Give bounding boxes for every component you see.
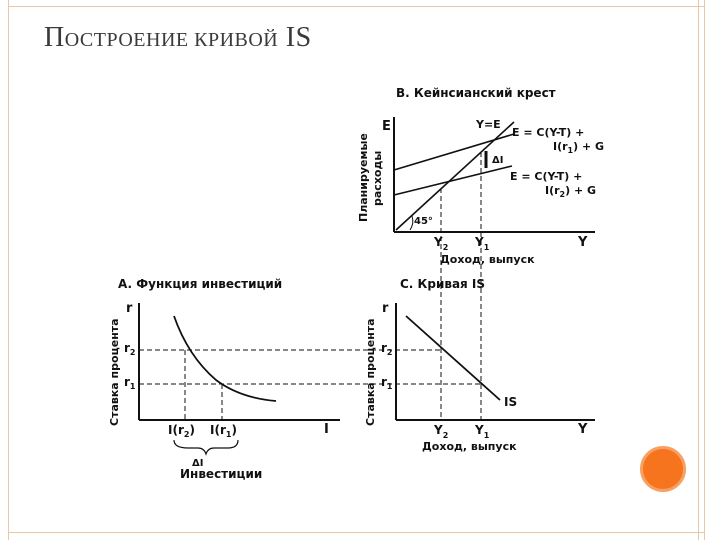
panel-c-is-curve <box>364 277 595 453</box>
panel-c-r2-label <box>381 341 393 357</box>
panel-c-y2-label <box>433 423 448 440</box>
panel-c-x-axis-var: Y <box>578 422 588 437</box>
panel-a-ir2: I(r <box>168 423 184 437</box>
panel-c-y2: Y <box>434 423 443 437</box>
panel-b-upper-line-sub: 1 <box>567 146 574 155</box>
panel-b-y1: Y <box>475 235 484 249</box>
slide-title-initial: П <box>44 22 65 53</box>
panel-b-shift-label: ΔI <box>492 155 504 166</box>
panel-a-y-axis-var: r <box>126 301 133 316</box>
panel-a-ir1-label <box>210 423 237 439</box>
panel-c-y-axis-var: r <box>382 301 389 316</box>
panel-c-r2-sub: 2 <box>386 348 393 357</box>
panel-b-upper-line-label-2 <box>553 140 604 155</box>
panel-c-x-axis-label: Доход, выпуск <box>422 440 517 453</box>
panel-a-y-axis-label: Ставка процента <box>108 318 121 426</box>
panel-c-r1: r <box>381 375 387 389</box>
panel-a-ir2-paren: ) <box>189 423 195 437</box>
panel-c-y1-label <box>474 423 490 440</box>
panel-a-ir2-sub: 2 <box>183 430 190 439</box>
panel-a-delta-brace <box>174 440 238 454</box>
panel-b-lower-line-label-2 <box>545 184 596 199</box>
panel-b-heading: B. Кейнсианский крест <box>396 86 556 100</box>
panel-b-y2: Y <box>434 235 443 249</box>
panel-a-ir1-paren: ) <box>231 423 237 437</box>
panel-b-y1-label <box>474 235 490 252</box>
panel-a-investment-curve <box>174 316 276 401</box>
panel-c-r2: r <box>381 341 387 355</box>
panel-a-r2: r <box>124 341 130 355</box>
panel-a-r2-sub: 2 <box>129 348 136 357</box>
panel-c-heading: C. Кривая IS <box>400 277 486 291</box>
panel-b-y2-label <box>433 235 448 252</box>
panel-b-45-degree-line <box>396 122 514 230</box>
panel-a-heading: A. Функция инвестиций <box>118 277 283 291</box>
panel-a-investment-function <box>108 277 340 481</box>
panel-a-x-axis-label: Инвестиции <box>180 467 263 481</box>
panel-b-y2-sub: 2 <box>442 243 449 252</box>
slide-title-smallcaps: ОСТРОЕНИЕ КРИВОЙ <box>64 29 279 51</box>
panel-b-angle-arc <box>410 216 413 230</box>
panel-a-x-axis-var: I <box>324 422 329 437</box>
panel-a-r1: r <box>124 375 130 389</box>
panel-b-y-axis-var: E <box>382 119 391 134</box>
panel-b-upper-line-label-2a: I(r <box>553 140 568 153</box>
panel-a-r2-label <box>124 341 136 357</box>
panel-b-expenditure-line-r2 <box>394 166 512 195</box>
panel-c-is-line <box>406 316 500 400</box>
panel-c-curve-label: IS <box>504 395 518 409</box>
panel-a-ir1: I(r <box>210 423 226 437</box>
panel-a-delta-label: ΔI <box>192 458 204 469</box>
panel-b-x-axis-label: Доход, выпуск <box>440 253 535 266</box>
panel-b-lower-line-label-2b: ) + G <box>565 184 597 197</box>
panel-b-angle-label: 45° <box>414 216 433 227</box>
panel-c-r1-sub: 1 <box>386 382 393 391</box>
panel-b-x-axis-var: Y <box>578 235 588 250</box>
panel-b-45-line-label: Y=E <box>476 118 501 131</box>
decorative-orange-circle <box>640 446 686 492</box>
panel-c-y1: Y <box>475 423 484 437</box>
panel-b-y-label-line1: Планируемые <box>357 133 370 222</box>
panel-a-r1-sub: 1 <box>129 382 136 391</box>
panel-b-y-label-line2: расходы <box>371 150 384 206</box>
panel-c-y-axis-label: Ставка процента <box>364 318 377 426</box>
panel-b-keynesian-cross <box>357 86 604 420</box>
panel-a-r1-label <box>124 375 136 391</box>
slide-title-is: IS <box>278 22 312 53</box>
panel-b-lower-line-label-2a: I(r <box>545 184 560 197</box>
panel-b-upper-line-label-1: E = C(Y-T) + <box>512 126 585 139</box>
panel-c-y2-sub: 2 <box>442 431 449 440</box>
panel-c-r1-label <box>381 375 393 391</box>
panel-b-upper-line-label-2b: ) + G <box>573 140 605 153</box>
panel-c-y1-sub: 1 <box>483 431 490 440</box>
panel-a-ir2-label <box>168 423 195 439</box>
panel-b-lower-line-sub: 2 <box>559 190 566 199</box>
panel-b-y1-sub: 1 <box>483 243 490 252</box>
panel-a-ir1-sub: 1 <box>225 430 232 439</box>
panel-b-lower-line-label-1: E = C(Y-T) + <box>510 170 583 183</box>
